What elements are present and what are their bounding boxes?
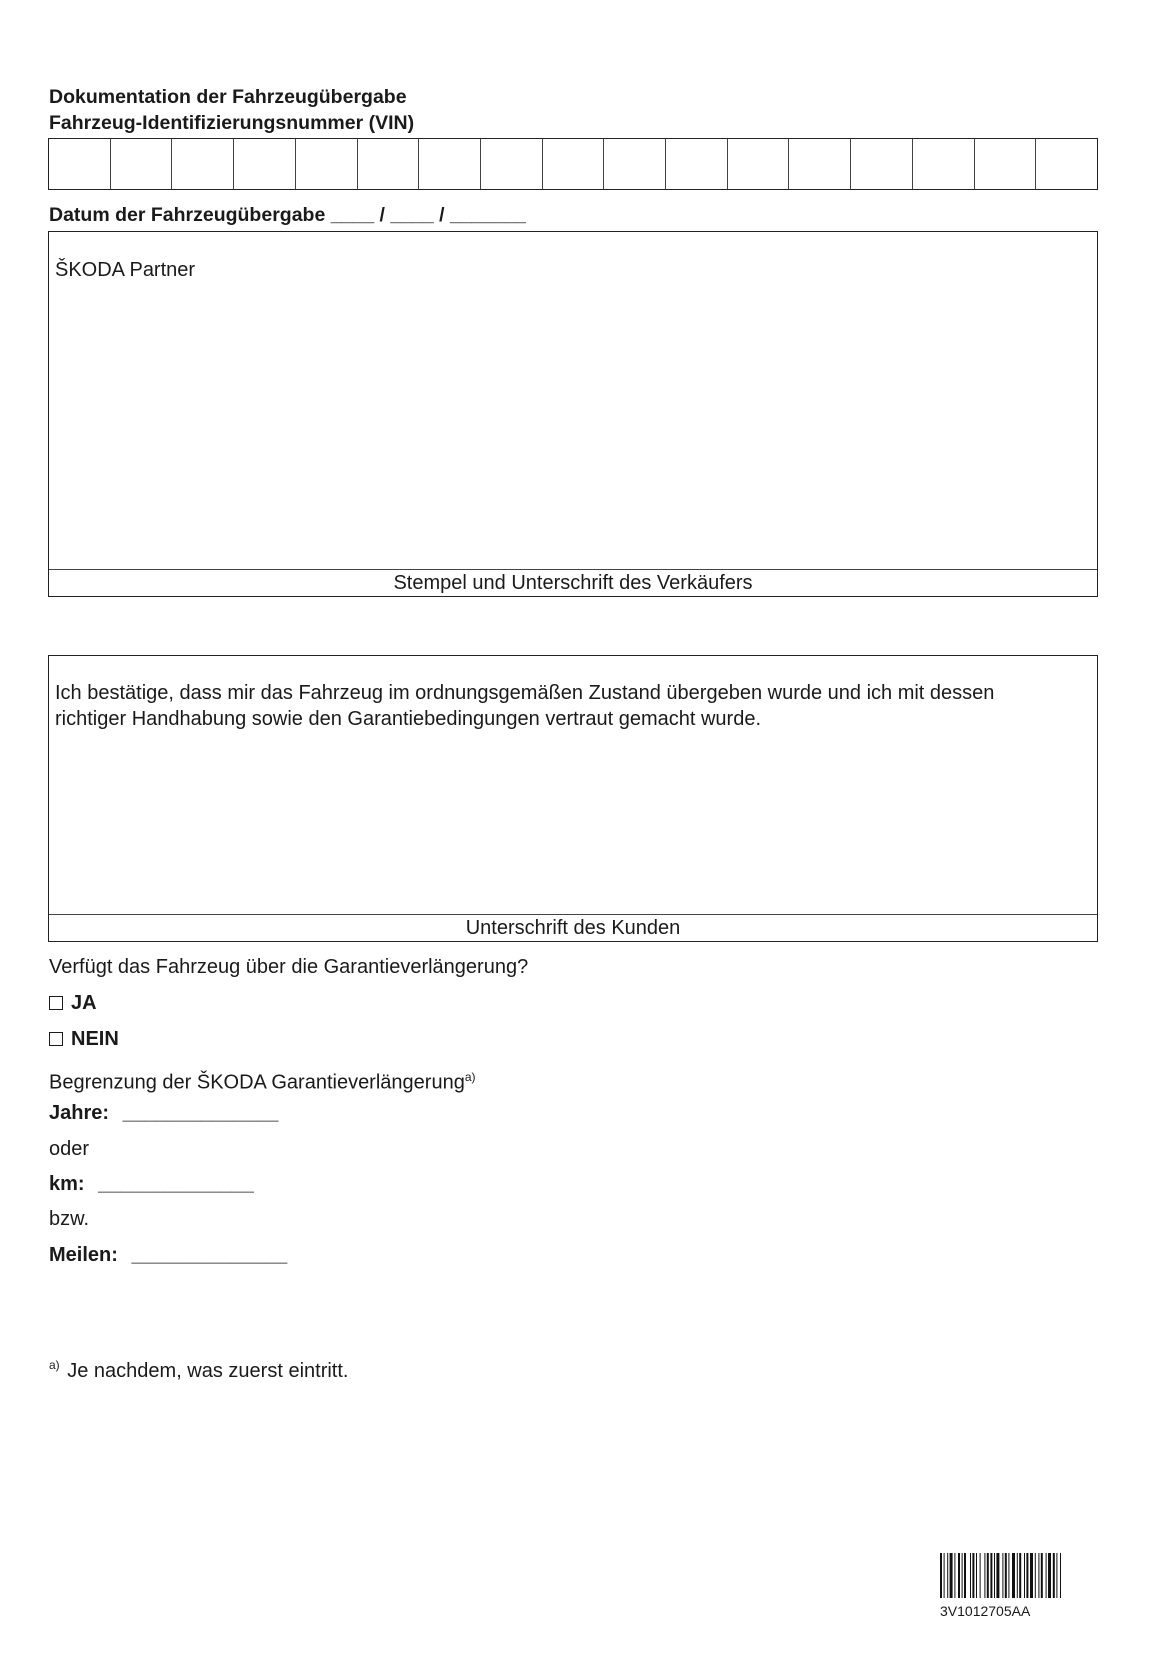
checkbox-yes[interactable] xyxy=(49,996,63,1010)
vin-cell[interactable] xyxy=(111,139,173,189)
barcode-bar xyxy=(1056,1553,1057,1598)
customer-confirmation-text: Ich bestätige, dass mir das Fahrzeug im ordnungsgemäßen Zustand übergeben wurde und ich mit dessen richtiger Handhabung sowie den Garantiebedingungen vertraut gemacht wurde. xyxy=(55,682,995,730)
barcode-bar xyxy=(1017,1553,1018,1598)
limit-label-text: Begrenzung der ŠKODA Garantieverlängerung xyxy=(49,1071,465,1094)
option-yes-label: JA xyxy=(71,992,97,1014)
barcode-bar xyxy=(972,1553,974,1598)
barcode-bar xyxy=(994,1553,995,1598)
vin-cell[interactable] xyxy=(1036,139,1097,189)
years-label: Jahre: xyxy=(49,1102,110,1124)
barcode-bar xyxy=(940,1553,942,1598)
dealer-signature-caption: Stempel und Unterschrift des Verkäufers xyxy=(49,569,1097,596)
barcode-bar xyxy=(980,1553,981,1598)
barcode-bar xyxy=(1012,1553,1015,1598)
checkbox-no[interactable] xyxy=(49,1032,63,1046)
vin-cell[interactable] xyxy=(358,139,420,189)
vin-cell[interactable] xyxy=(481,139,543,189)
option-no-label: NEIN xyxy=(71,1028,119,1050)
option-yes[interactable] xyxy=(49,990,97,1016)
barcode-bar xyxy=(1005,1553,1007,1598)
barcode-bar xyxy=(962,1553,963,1598)
barcode-bar xyxy=(996,1553,999,1598)
barcode-bar xyxy=(1041,1553,1043,1598)
barcode-number: 3V1012705AA xyxy=(940,1603,1031,1619)
footnote-text: Je nachdem, was zuerst eintritt. xyxy=(67,1359,349,1382)
vin-input-grid[interactable] xyxy=(48,138,1098,190)
footnote-marker: a) xyxy=(49,1358,60,1372)
barcode-bar xyxy=(1035,1553,1036,1598)
barcode-bar xyxy=(1024,1553,1025,1598)
years-field[interactable]: ______________ xyxy=(122,1102,279,1124)
vin-cell[interactable] xyxy=(419,139,481,189)
warranty-extension-question: Verfügt das Fahrzeug über die Garantieverlängerung? xyxy=(49,956,529,978)
option-no[interactable] xyxy=(49,1026,119,1052)
miles-label: Meilen: xyxy=(49,1244,118,1266)
vin-cell[interactable] xyxy=(296,139,358,189)
handover-date-label: Datum der Fahrzeugübergabe ____ / ____ / _______ xyxy=(49,204,526,226)
miles-field[interactable]: ______________ xyxy=(131,1244,288,1266)
vin-cell[interactable] xyxy=(975,139,1037,189)
barcode-bar xyxy=(950,1553,953,1598)
barcode-bar xyxy=(1008,1553,1009,1598)
vin-cell[interactable] xyxy=(728,139,790,189)
barcode-bar xyxy=(984,1553,985,1598)
barcode-bar xyxy=(947,1553,948,1598)
footnote xyxy=(49,1352,348,1384)
barcode-bar xyxy=(1038,1553,1039,1598)
document-title: Dokumentation der Fahrzeugübergabe xyxy=(49,86,407,108)
km-label: km: xyxy=(49,1173,85,1195)
years-row xyxy=(49,1100,278,1126)
vin-cell[interactable] xyxy=(604,139,666,189)
barcode-bar xyxy=(976,1553,977,1598)
barcode-bar xyxy=(1046,1553,1047,1598)
dealer-label: ŠKODA Partner xyxy=(55,259,196,281)
customer-signature-caption: Unterschrift des Kunden xyxy=(49,914,1097,941)
dealer-stamp-box[interactable] xyxy=(48,231,1098,597)
vin-cell[interactable] xyxy=(172,139,234,189)
km-row xyxy=(49,1171,254,1197)
barcode-bar xyxy=(1019,1553,1021,1598)
vin-cell[interactable] xyxy=(234,139,296,189)
vin-cell[interactable] xyxy=(666,139,728,189)
barcode-bar xyxy=(1053,1553,1055,1598)
barcode xyxy=(940,1553,1098,1598)
barcode-bar xyxy=(1002,1553,1003,1598)
barcode-bar xyxy=(990,1553,992,1598)
barcode-bar xyxy=(954,1553,955,1598)
vin-cell[interactable] xyxy=(851,139,913,189)
km-field[interactable]: ______________ xyxy=(98,1173,254,1195)
barcode-bar xyxy=(970,1553,971,1598)
vin-cell[interactable] xyxy=(49,139,111,189)
customer-confirmation-box[interactable] xyxy=(48,655,1098,942)
respectively-text: bzw. xyxy=(49,1208,90,1230)
footnote-ref: a) xyxy=(464,1070,476,1084)
limit-label xyxy=(49,1064,475,1096)
barcode-bar xyxy=(1026,1553,1028,1598)
vin-cell[interactable] xyxy=(789,139,851,189)
or-text: oder xyxy=(49,1138,90,1160)
vin-cell[interactable] xyxy=(913,139,975,189)
vin-label: Fahrzeug-Identifizierungsnummer (VIN) xyxy=(49,112,415,134)
barcode-bar xyxy=(1030,1553,1033,1598)
barcode-bar xyxy=(958,1553,960,1598)
barcode-bar xyxy=(964,1553,966,1598)
miles-row xyxy=(49,1242,287,1268)
barcode-bar xyxy=(1060,1553,1061,1598)
barcode-bar xyxy=(944,1553,945,1598)
barcode-bar xyxy=(1048,1553,1051,1598)
barcode-bar xyxy=(987,1553,989,1598)
vin-cell[interactable] xyxy=(543,139,605,189)
